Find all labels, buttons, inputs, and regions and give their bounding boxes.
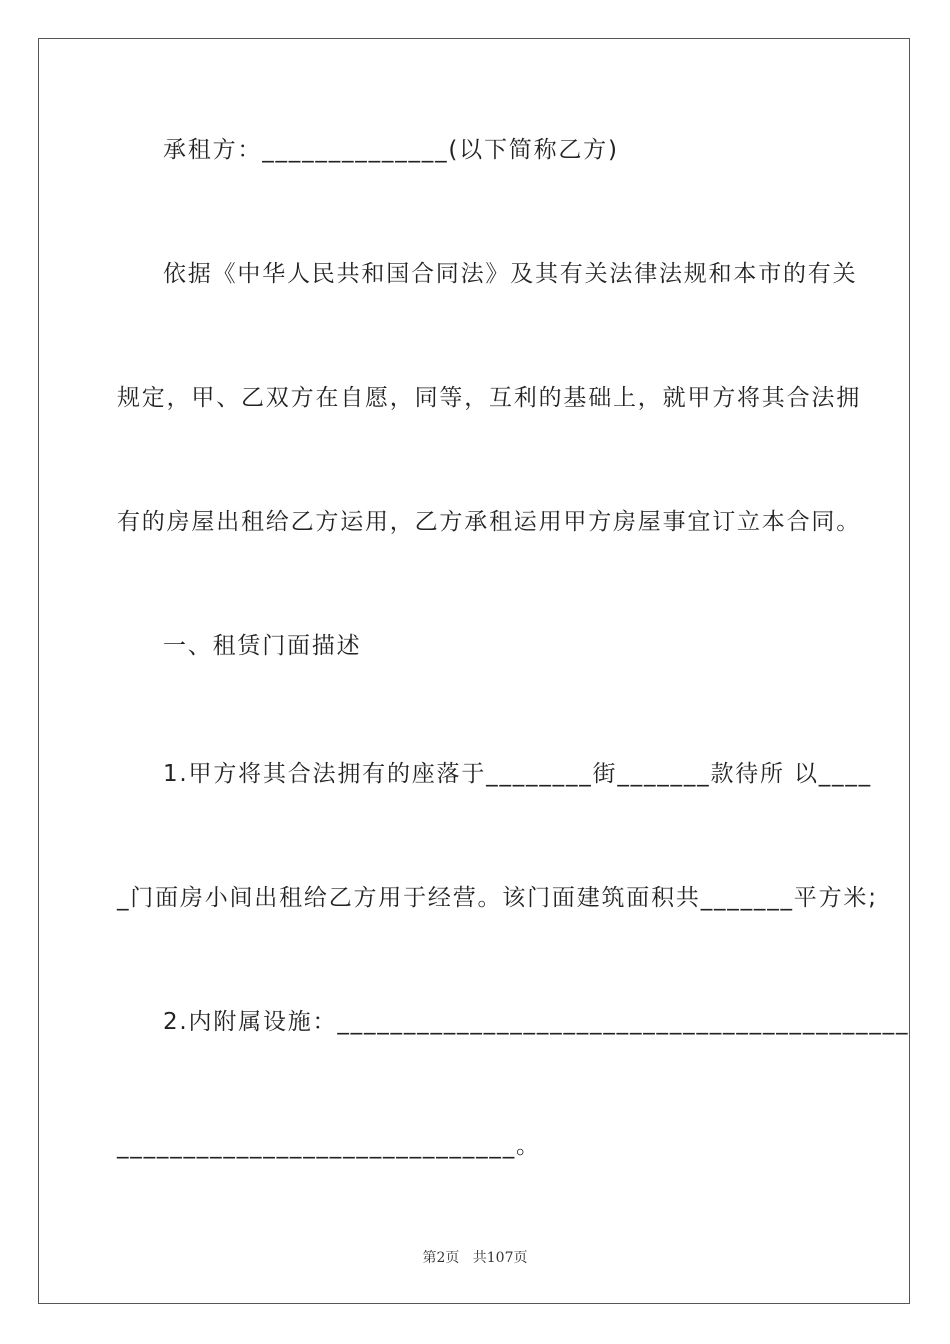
- clause-line: _门面房小间出租给乙方用于经营。该门面建筑面积共_______平方米;: [117, 885, 878, 911]
- clause-line: 2.内附属设施：___________________________________________: [163, 1009, 910, 1035]
- clause-line: 1.甲方将其合法拥有的座落于________街_______款待所 以____: [163, 761, 872, 787]
- paragraph-line: 规定，甲、乙双方在自愿，同等，互利的基础上，就甲方将其合法拥: [117, 385, 861, 411]
- section-heading: 一、租赁门面描述: [163, 633, 362, 659]
- paragraph-line: 有的房屋出租给乙方运用，乙方承租运用甲方房屋事宜订立本合同。: [117, 509, 861, 535]
- paragraph-line: 依据《中华人民共和国合同法》及其有关法律法规和本市的有关: [163, 261, 858, 287]
- page-border: [38, 38, 910, 1304]
- page-number-footer: 第2页 共107页: [422, 1250, 528, 1266]
- lessee-line: 承租方：______________(以下简称乙方): [163, 137, 619, 163]
- clause-line: ______________________________。: [117, 1133, 541, 1159]
